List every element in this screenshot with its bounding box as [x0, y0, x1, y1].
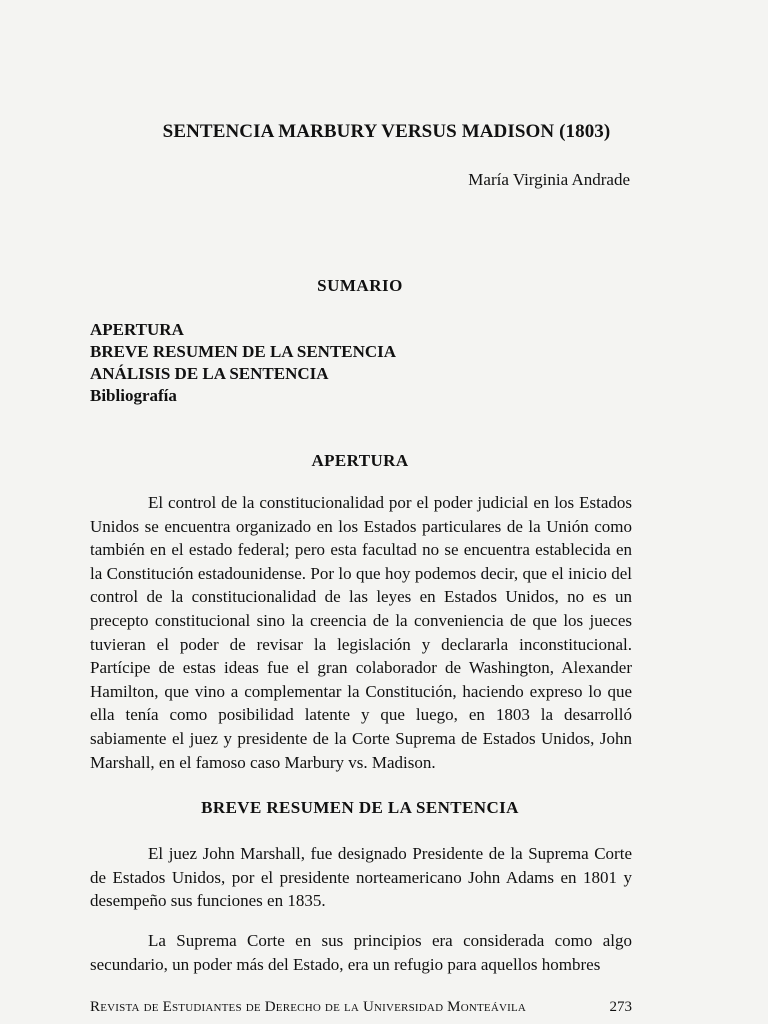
page-footer	[90, 999, 632, 1016]
paragraph: La Suprema Corte en sus principios era considerada como algo secundario, un poder más del Estado, era un refugio para aquellos hombres	[90, 931, 632, 974]
paragraph: El juez John Marshall, fue designado Presidente de la Suprema Corte de Estados Unidos, por el presidente norteamericano John Adams en 1801 y desempeño sus funciones en 1835.	[90, 844, 632, 911]
journal-name: Revista de Estudiantes de Derecho de la Universidad Monteávila	[90, 999, 527, 1015]
summary-item: ANÁLISIS DE LA SENTENCIA	[90, 364, 329, 383]
section-heading-resumen: BREVE RESUMEN DE LA SENTENCIA	[201, 798, 519, 817]
page-number: 273	[609, 999, 632, 1015]
paragraph: El control de la constitucionalidad por el poder judicial en los Estados Unidos se encuentra organizado en los Estados particulares de la Unión como también en el estado federal; pero esta facultad no se encuentra establecida en la Constitución estadounidense. Por lo que hoy podemos decir, que el inicio del control de la constitucionalidad de las leyes en Estados Unidos, no es un precepto constitucional sino la creencia de la conveniencia de que los jueces tuvieran el poder de revisar la legislación y declararla inconstitucional. Partícipe de estas ideas fue el gran colaborador de Washington, Alexander Hamilton, que vino a complementar la Constitución, haciendo expreso lo que ella tenía como posibilidad latente y que luego, en 1803 la desarrolló sabiamente el juez y presidente de la Corte Suprema de Estados Unidos, John Marshall, en el famoso caso Marbury vs. Madison.	[90, 493, 632, 772]
section-heading-apertura: APERTURA	[311, 451, 409, 470]
summary-item: APERTURA	[90, 320, 184, 339]
summary-list	[90, 319, 630, 407]
paper-title: SENTENCIA MARBURY VERSUS MADISON (1803)	[162, 121, 611, 142]
summary-heading: SUMARIO	[317, 276, 403, 295]
author-name: María Virginia Andrade	[468, 170, 630, 189]
summary-item: Bibliografía	[90, 386, 177, 405]
summary-item: BREVE RESUMEN DE LA SENTENCIA	[90, 342, 397, 361]
